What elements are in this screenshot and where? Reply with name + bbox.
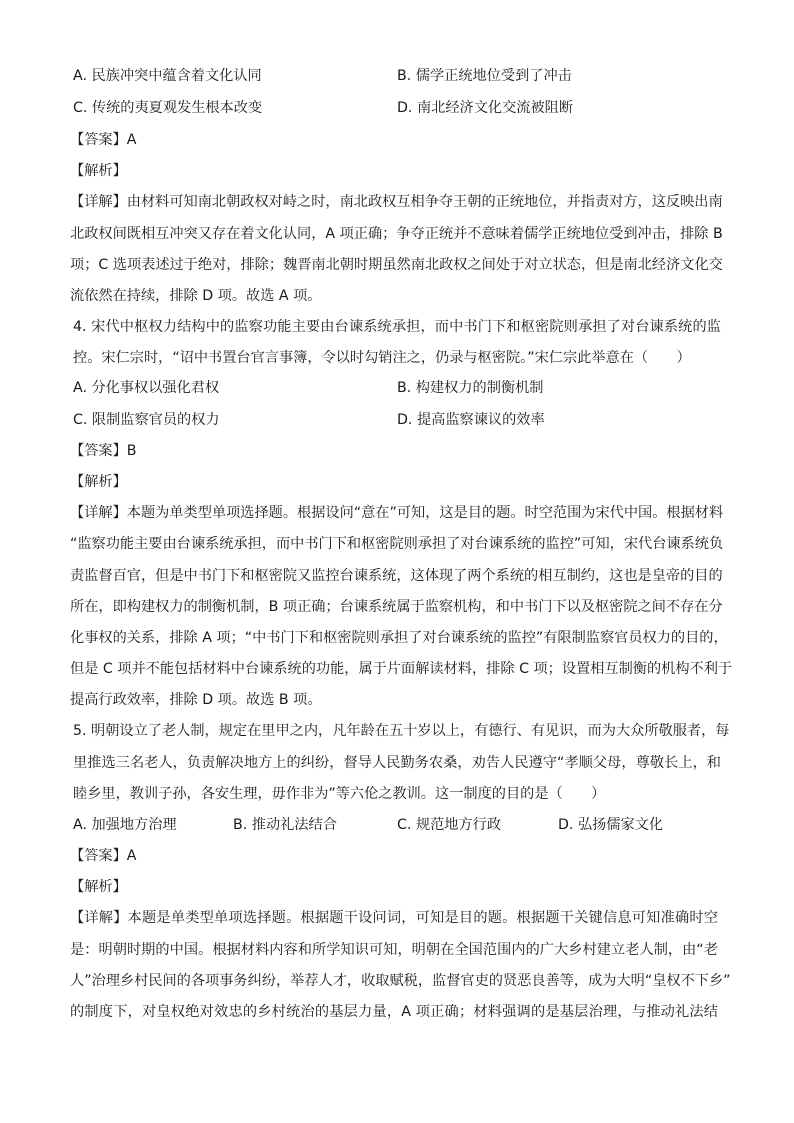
q4-detail-line: 但是 C 项并不能包括材料中台谏系统的功能，属于片面解读材料，排除 C 项；设置相互制衡的机构不利于	[70, 661, 733, 677]
q3-detail-line: 北政权间既相互冲突又存在着文化认同，A 项正确；争夺正统并不意味着儒学正统地位受到冲击，排除 B	[70, 226, 723, 242]
q4-option-b[interactable]: B. 构建权力的制衡机制	[397, 380, 544, 396]
q5-option-a[interactable]: A. 加强地方治理	[73, 817, 177, 833]
q4-answer: 【答案】B	[70, 443, 137, 459]
q4-detail-line: 提高行政效率，排除 D 项。故选 B 项。	[70, 692, 322, 708]
q4-option-c[interactable]: C. 限制监察官员的权力	[73, 412, 220, 428]
q5-answer: 【答案】A	[70, 848, 137, 864]
q3-option-a[interactable]: A. 民族冲突中蕴含着文化认同	[73, 68, 262, 84]
q4-detail-line: “监察功能主要由台谏系统承担，而中书门下和枢密院则承担了对台谏系统的监控”可知，宋代台谏系统负	[70, 536, 724, 552]
q3-analysis-label: 【解析】	[70, 163, 127, 179]
q3-answer: 【答案】A	[70, 132, 137, 148]
q5-option-c[interactable]: C. 规范地方行政	[397, 817, 502, 833]
q3-detail-line: 项；C 选项表述过于绝对，排除；魏晋南北朝时期虽然南北政权之间处于对立状态，但是南北经济文化交	[70, 257, 723, 273]
q5-option-d[interactable]: D. 弘扬儒家文化	[558, 817, 664, 833]
q4-stem-line: 控。宋仁宗时，“诏中书置台官言事簿，令以时勾销注之，仍录与枢密院。”宋仁宗此举意在（ ）	[73, 350, 691, 366]
q4-detail-line: 化事权的关系，排除 A 项；“中书门下和枢密院则承担了对台谏系统的监控”有限制监察官员权力的目的，	[70, 630, 728, 646]
q5-detail-line: 【详解】本题是单类型单项选择题。根据题干设问词，可知是目的题。根据题干关键信息可知准确时空	[70, 910, 718, 926]
q5-detail-line: 是：明朝时期的中国。根据材料内容和所学知识可知，明朝在全国范围内的广大乡村建立老人制，由“老	[70, 942, 718, 958]
q3-option-c[interactable]: C. 传统的夷夏观发生根本改变	[73, 100, 263, 116]
q4-option-a[interactable]: A. 分化事权以强化君权	[73, 380, 220, 396]
q4-analysis-label: 【解析】	[70, 474, 127, 490]
q5-analysis-label: 【解析】	[70, 879, 127, 895]
q5-stem-line: 里推选三名老人，负责解决地方上的纠纷，督导人民勤务农桑，劝告人民遵守“孝顺父母，尊敬长上，和	[73, 755, 721, 771]
q3-detail-line: 流依然在持续，排除 D 项。故选 A 项。	[70, 288, 322, 304]
q3-detail-line: 【详解】由材料可知南北朝政权对峙之时，南北政权互相争夺王朝的正统地位，并指责对方，这反映出南	[70, 194, 723, 210]
q4-detail-line: 责监督百官，但是中书门下和枢密院又监控台谏系统，这体现了两个系统的相互制约，这也是皇帝的目的	[70, 568, 723, 584]
q4-option-d[interactable]: D. 提高监察谏议的效率	[397, 412, 545, 428]
q5-stem-line: 睦乡里，教训子孙，各安生理，毋作非为”等六伦之教训。这一制度的目的是（ ）	[73, 786, 606, 802]
q5-stem-line: 5. 明朝设立了老人制，规定在里甲之内，凡年龄在五十岁以上，有德行、有见识，而为大众所敬服者，每	[73, 723, 730, 739]
q5-detail-line: 人”治理乡村民间的各项事务纠纷，举荐人才，收取赋税，监督官吏的贤恶良善等，成为大明“皇权不下乡”	[70, 973, 731, 989]
q5-detail-line: 的制度下，对皇权绝对效忠的乡村统治的基层力量，A 项正确；材料强调的是基层治理，与推动礼法结	[70, 1004, 718, 1020]
q3-option-b[interactable]: B. 儒学正统地位受到了冲击	[397, 68, 572, 84]
q4-detail-line: 【详解】本题为单类型单项选择题。根据设问“意在”可知，这是目的题。时空范围为宋代中国。根据材料	[70, 505, 724, 521]
q4-detail-line: 所在，即构建权力的制衡机制，B 项正确；台谏系统属于监察机构，和中书门下以及枢密院之间不存在分	[70, 599, 723, 615]
q3-option-d[interactable]: D. 南北经济文化交流被阻断	[397, 100, 574, 116]
q5-option-b[interactable]: B. 推动礼法结合	[233, 817, 337, 833]
q4-stem-line: 4. 宋代中枢权力结构中的监察功能主要由台谏系统承担，而中书门下和枢密院则承担了对台谏系统的监	[73, 319, 721, 335]
